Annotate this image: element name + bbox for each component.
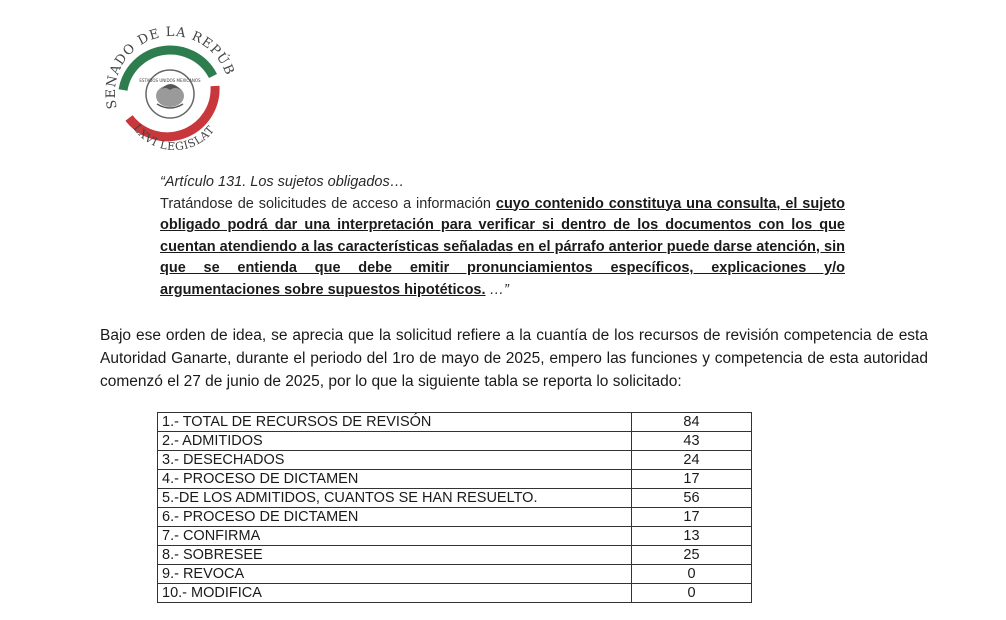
row-label: 10.- MODIFICA — [158, 584, 632, 603]
table-row — [158, 527, 752, 546]
row-value: 17 — [632, 470, 752, 489]
row-value: 13 — [632, 527, 752, 546]
row-label: 5.-DE LOS ADMITIDOS, CUANTOS SE HAN RESUELTO. — [158, 489, 632, 508]
row-label: 7.- CONFIRMA — [158, 527, 632, 546]
quote-intro: “Artículo 131. Los sujetos obligados… — [160, 174, 405, 190]
seal-arc-text: SENADO DE LA REPÚB — [103, 24, 237, 111]
row-value: 25 — [632, 546, 752, 565]
article-quote — [160, 172, 845, 301]
quote-lead: Tratándose de solicitudes de acceso a información — [160, 195, 496, 212]
row-label: 6.- PROCESO DE DICTAMEN — [158, 508, 632, 527]
quote-emphasis: cuyo contenido constituya una consulta, el sujeto obligado podrá dar una interpretación para verificar si dentro de los documentos con los que cuentan atendiendo a las características señaladas en el párrafo anterior puede darse atención, sin que se entienda que debe emitir pronunciamientos específicos, explicaciones y/o argumentaciones sobre supuestos hipotéticos. — [160, 195, 845, 298]
table-row — [158, 546, 752, 565]
table-row — [158, 451, 752, 470]
row-label: 2.- ADMITIDOS — [158, 432, 632, 451]
seal-inner-text: ESTADOS UNIDOS MEXICANOS — [139, 78, 201, 83]
row-label: 1.- TOTAL DE RECURSOS DE REVISÓN — [158, 413, 632, 432]
row-label: 9.- REVOCA — [158, 565, 632, 584]
row-value: 17 — [632, 508, 752, 527]
row-value: 24 — [632, 451, 752, 470]
row-label: 8.- SOBRESEE — [158, 546, 632, 565]
seal-legislature-text: LXVI LEGISLAT — [130, 121, 218, 150]
table-row — [158, 470, 752, 489]
row-label: 4.- PROCESO DE DICTAMEN — [158, 470, 632, 489]
senado-seal-logo — [95, 20, 245, 150]
row-label: 3.- DESECHADOS — [158, 451, 632, 470]
body-paragraph: Bajo ese orden de idea, se aprecia que la solicitud refiere a la cuantía de los recursos de revisión competencia de esta Autoridad Ganarte, durante el periodo del 1ro de mayo de 2025, empero las funciones y competencia de esta autoridad comenzó el 27 de junio de 2025, por lo que la siguiente tabla se reporta lo solicitado: — [100, 327, 928, 390]
table-row — [158, 413, 752, 432]
row-value: 43 — [632, 432, 752, 451]
table-row — [158, 508, 752, 527]
results-table-body — [158, 413, 752, 603]
table-row — [158, 565, 752, 584]
row-value: 84 — [632, 413, 752, 432]
seal-emblem-icon — [95, 20, 245, 150]
row-value: 56 — [632, 489, 752, 508]
quote-paragraph — [160, 194, 845, 302]
quote-tail: …” — [485, 281, 509, 298]
table-row — [158, 489, 752, 508]
table-row — [158, 432, 752, 451]
table-row — [158, 584, 752, 603]
results-table — [157, 412, 752, 603]
row-value: 0 — [632, 584, 752, 603]
row-value: 0 — [632, 565, 752, 584]
